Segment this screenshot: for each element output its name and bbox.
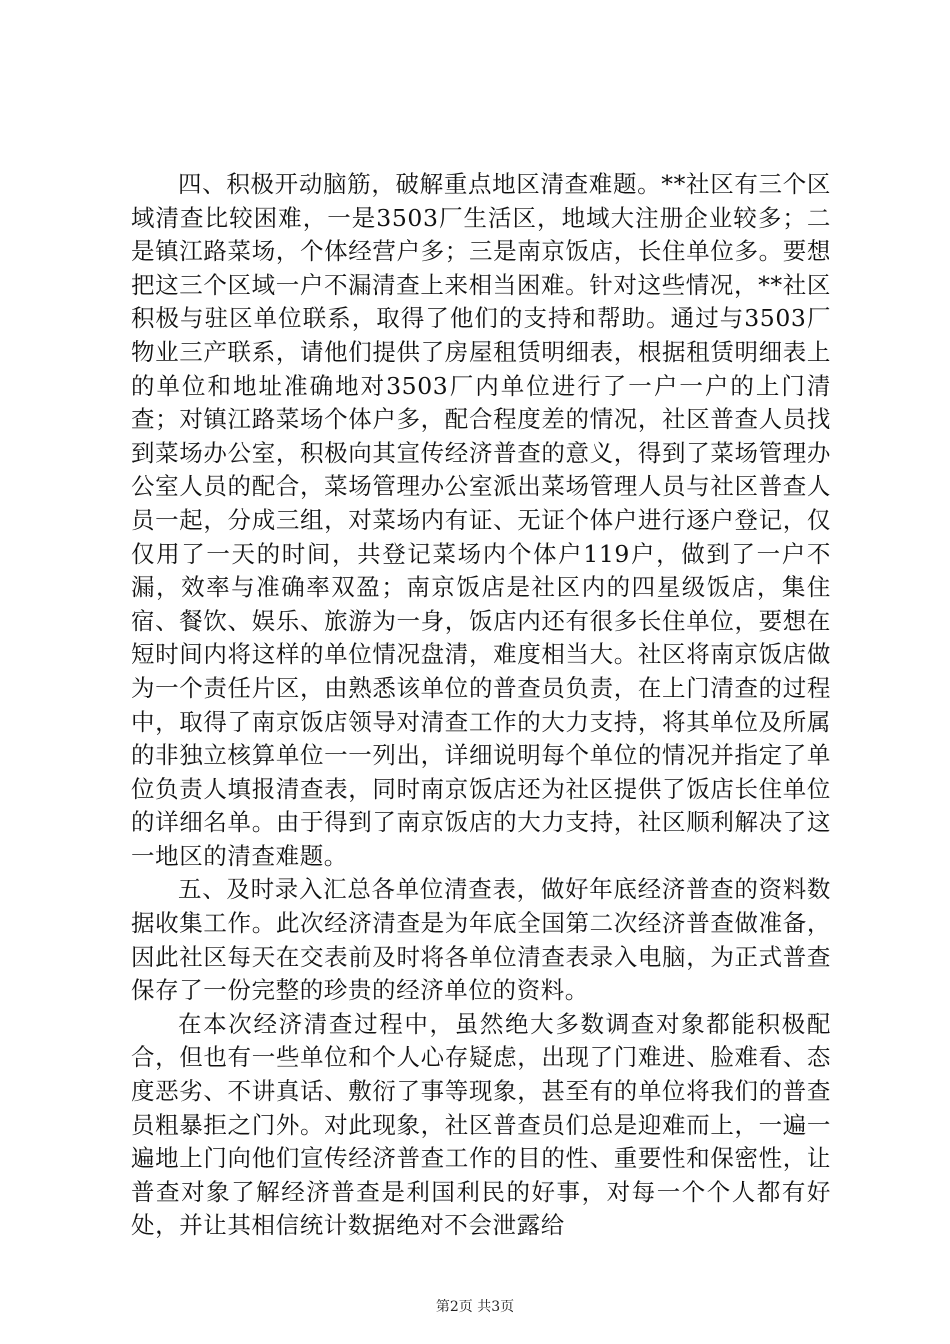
page-footer: 第2页 共3页 [435,1299,515,1315]
paragraph-difficulties: 在本次经济清查过程中，虽然绝大多数调查对象都能积极配合，但也有一些单位和个人心存疑虑，出现了门难进、脸难看、态度恶劣、不讲真话、敷衍了事等现象，甚至有的单位将我们的普查员粗暴拒之门外。对此现象，社区普查员们总是迎难而上，一遍一遍地上门向他们宣传经济普查工作的目的性、重要性和保密性，让普查对象了解经济普查是利国利民的好事，对每一个个人都有好处，并让其相信统计数据绝对不会泄露给 [131,1009,831,1240]
document-body [131,168,831,1243]
paragraph-5-data-entry: 五、及时录入汇总各单位清查表，做好年底经济普查的资料数据收集工作。此次经济清查是为年底全国第二次经济普查做准备，因此社区每天在交表前及时将各单位清查表录入电脑，为正式普查保存了一份完整的珍贵的经济单位的资料。 [131,875,831,1005]
paragraph-4-key-area-checks: 四、积极开动脑筋，破解重点地区清查难题。**社区有三个区域清查比较困难，一是3503厂生活区，地域大注册企业较多；二是镇江路菜场，个体经营户多；三是南京饭店，长住单位多。要想把这三个区域一户不漏清查上来相当困难。针对这些情况，**社区积极与驻区单位联系，取得了他们的支持和帮助。通过与3503厂物业三产联系，请他们提供了房屋租赁明细表，根据租赁明细表上的单位和地址准确地对3503厂内单位进行了一户一户的上门清查；对镇江路菜场个体户多，配合程度差的情况，社区普查人员找到菜场办公室，积极向其宣传经济普查的意义，得到了菜场管理办公室人员的配合，菜场管理办公室派出菜场管理人员与社区普查人员一起，分成三组，对菜场内有证、无证个体户进行逐户登记，仅仅用了一天的时间，共登记菜场内个体户119户，做到了一户不漏，效率与准确率双盈；南京饭店是社区内的四星级饭店，集住宿、餐饮、娱乐、旅游为一身，饭店内还有很多长住单位，要想在短时间内将这样的单位情况盘清，难度相当大。社区将南京饭店做为一个责任片区，由熟悉该单位的普查员负责，在上门清查的过程中，取得了南京饭店领导对清查工作的大力支持，将其单位及所属的非独立核算单位一一列出，详细说明每个单位的情况并指定了单位负责人填报清查表，同时南京饭店还为社区提供了饭店长住单位的详细名单。由于得到了南京饭店的大力支持，社区顺利解决了这一地区的清查难题。 [131,170,831,870]
